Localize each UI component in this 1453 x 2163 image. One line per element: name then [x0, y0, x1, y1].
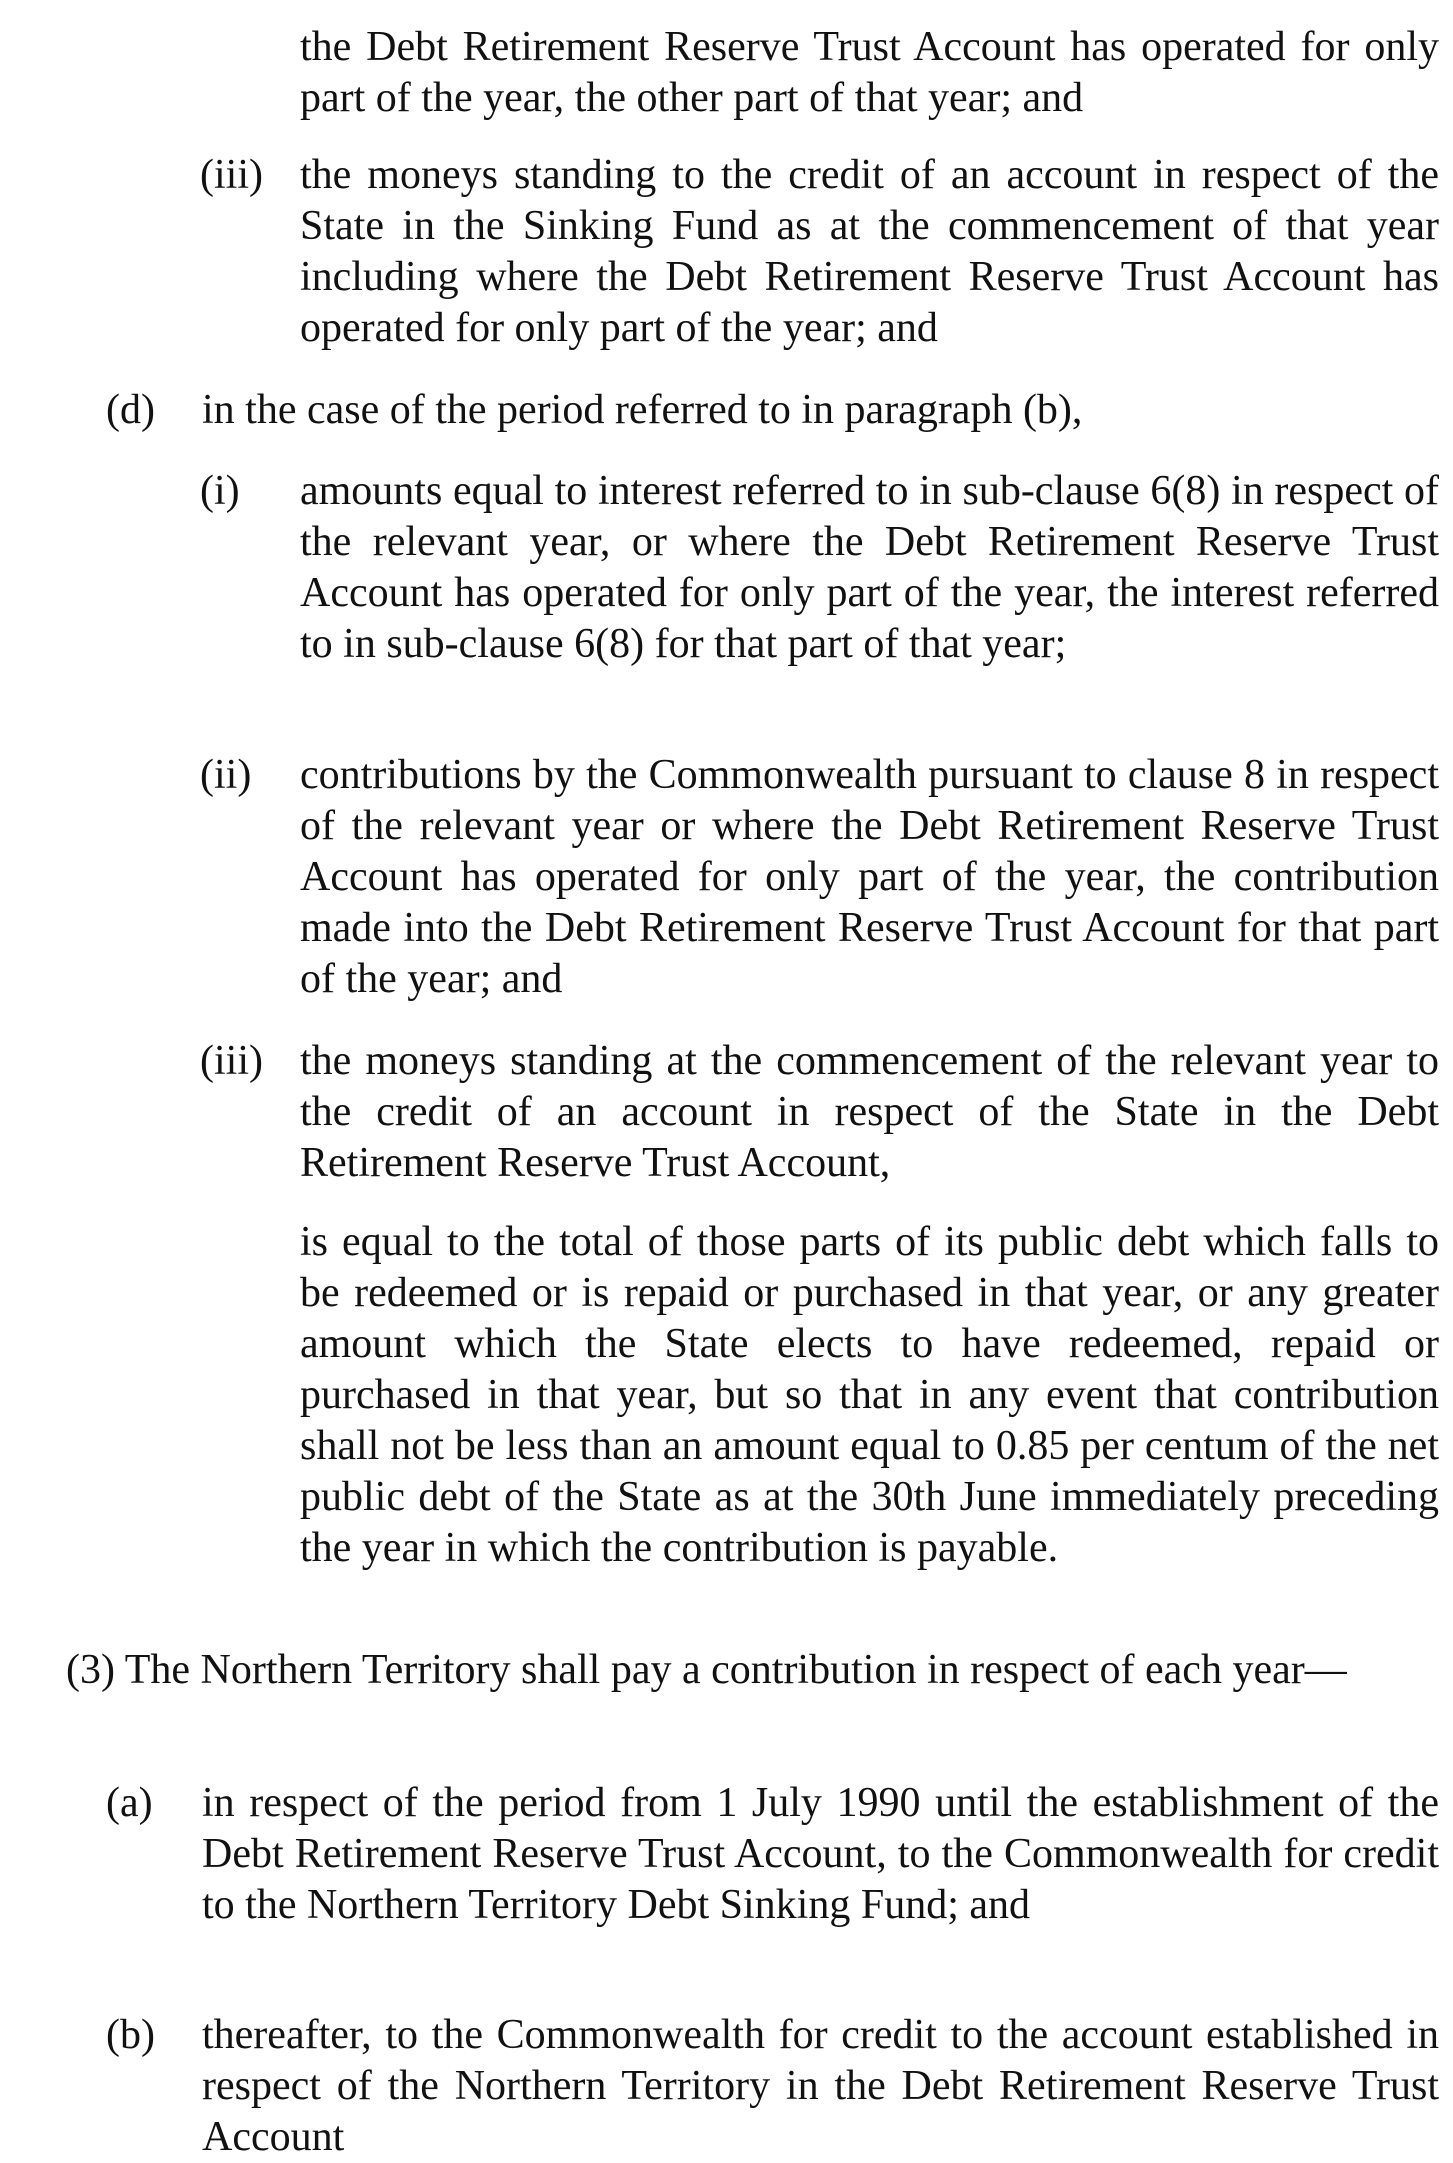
item-label: (a)	[106, 1780, 153, 1826]
item-text: the moneys standing at the commencement of the relevant year to the credit of an account in respect of the State in the Debt Retirement Reserve Trust Account,	[300, 1038, 1439, 1186]
item-label: (iii)	[200, 152, 263, 198]
item-label: (iii)	[200, 1038, 263, 1084]
item-text: in the case of the period referred to in paragraph (b),	[202, 387, 1083, 433]
item-text: contributions by the Commonwealth pursuant to clause 8 in respect of the relevant year or where the Debt Retirement Reserve Trust Account has operated for only part of the year, the contribution made into the Debt Retirement Reserve Trust Account for that part of the year; and	[300, 752, 1439, 1002]
item-label: (i)	[200, 468, 240, 514]
item-text: the moneys standing to the credit of an account in respect of the State in the Sinking Fund as at the commencement of that year including where the Debt Retirement Reserve Trust Account has operated for only part of the year; and	[300, 152, 1439, 351]
subclause-3-text: (3) The Northern Territory shall pay a contribution in respect of each year—	[66, 1647, 1347, 1693]
item-label: (d)	[106, 387, 155, 433]
continuation-text: the Debt Retirement Reserve Trust Account has operated for only part of the year, the other part of that year; and	[300, 24, 1439, 121]
item-label: (b)	[106, 2012, 155, 2058]
item-label: (ii)	[200, 752, 252, 798]
closing-text: is equal to the total of those parts of its public debt which falls to be redeemed or is repaid or purchased in that year, or any greater amount which the State elects to have redeemed, repaid or purchased in that year, but so that in any event that contribution shall not be less than an amount equal to 0.85 per centum of the net public debt of the State as at the 30th June immediately preceding the year in which the contribution is payable.	[300, 1219, 1439, 1571]
item-text: amounts equal to interest referred to in sub-clause 6(8) in respect of the relevant year, or where the Debt Retirement Reserve Trust Account has operated for only part of the year, the interest referred to in sub-clause 6(8) for that part of that year;	[300, 468, 1439, 667]
item-text: in respect of the period from 1 July 1990 until the establishment of the Debt Retirement Reserve Trust Account, to the Commonwealth for credit to the Northern Territory Debt Sinking Fund; and	[202, 1780, 1439, 1928]
item-text: thereafter, to the Commonwealth for credit to the account established in respect of the Northern Territory in the Debt Retirement Reserve Trust Account	[202, 2012, 1439, 2160]
